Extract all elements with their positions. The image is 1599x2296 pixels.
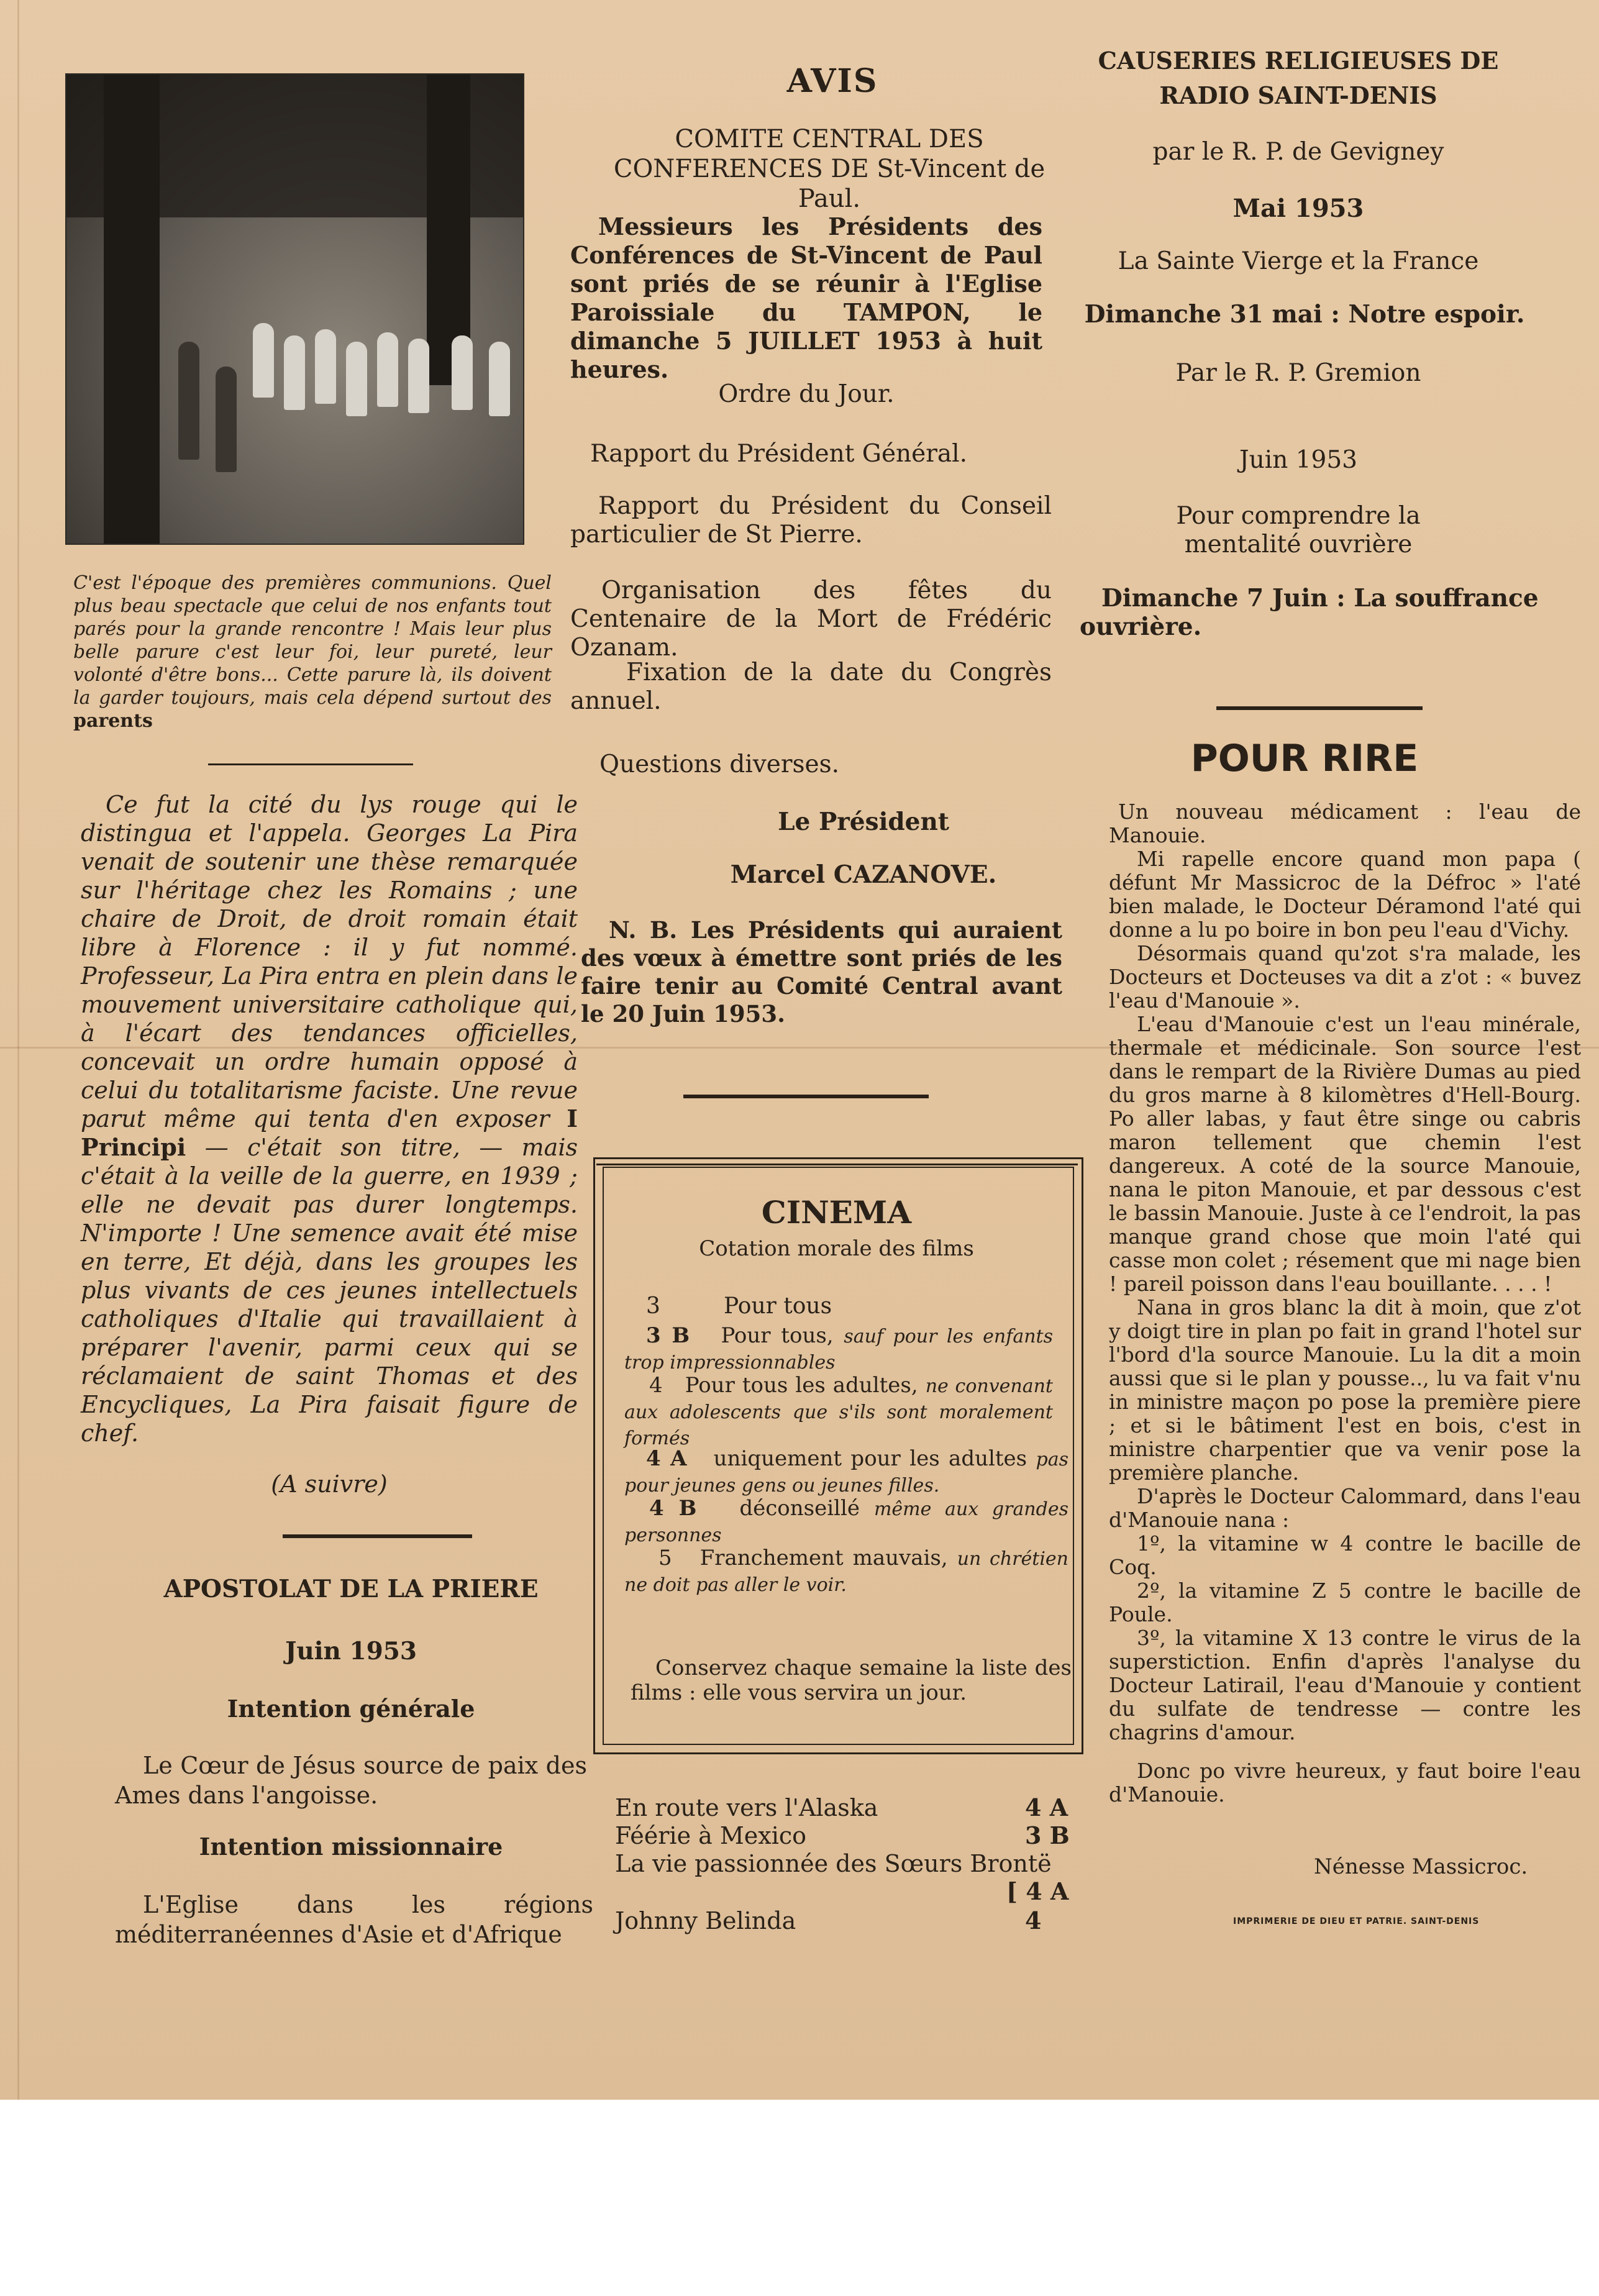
rating-code: 4 B: [649, 1496, 697, 1521]
avis-subtitle: COMITE CENTRAL DES CONFERENCES DE St-Vincent de Paul.: [613, 125, 1046, 213]
intention-missionnaire-title: Intention missionnaire: [199, 1833, 503, 1861]
rating-note: même aux grandes personnes: [624, 1498, 1068, 1546]
caption-text: C'est l'époque des premières communions. Quel plus beau spectacle que celui de nos enfants tout parés pour la grande rencontre ! Mais leur plus belle parure c'est leur foi, leur pureté, leur volonté d'être bons... Cette parure là, ils doivent la garder toujours, mais cela dépend surtout des: [73, 572, 552, 709]
article-paragraph: D'après le Docteur Calommard, dans l'eau d'Manouie nana :: [1109, 1484, 1581, 1532]
photo-caption: [73, 572, 552, 732]
article-paragraph: L'eau d'Manouie c'est un l'eau minérale, thermale et médicinale. Son source l'est dans le rempart de la Rivière Dumas au pied du gros marne à 8 kilomètres d'Hell-Bourg. Po aller labas, y faut être singe ou cabris maron tellement que chemin l'est dangereux. A coté de la source Manouie, nana le piton Manouie, et par dessous c'est le bassin Manouie. Juste à ce l'endroit, la pas manque grand chose que moin l'até qui casse mon colet ; résement que mi nage bien ! pareil poisson dans l'eau bouillante. . . . !: [1109, 1012, 1581, 1296]
rating-note: sauf pour les enfants trop impressionnables: [624, 1326, 1053, 1374]
film-rating: 4 A: [1025, 1793, 1068, 1821]
child-figure: [315, 329, 336, 404]
article-paragraph: 2º, la vitamine Z 5 contre le bacille de Poule.: [1109, 1578, 1581, 1626]
film-title: La vie passionnée des Sœurs Brontë: [615, 1850, 1052, 1877]
rating-code: 4: [649, 1373, 663, 1398]
article-paragraph: Donc po vivre heureux, y faut boire l'eau d'Manouie.: [1109, 1759, 1581, 1806]
apostolat-month: Juin 1953: [285, 1637, 417, 1665]
fold-line: [17, 0, 19, 2100]
imprint: IMPRIMERIE DE DIEU ET PATRIE. SAINT-DENIS: [1233, 1916, 1480, 1926]
rating-note: un chrétien ne doit pas aller le voir.: [624, 1548, 1069, 1596]
communion-photo: [65, 73, 524, 545]
film-title: Féérie à Mexico: [615, 1822, 807, 1849]
child-figure: [377, 332, 398, 407]
causeries-date: Dimanche 31 mai : Notre espoir.: [1084, 300, 1525, 329]
child-figure: [253, 323, 274, 398]
divider: [283, 1534, 472, 1538]
intention-missionnaire-text: L'Eglise dans les régions méditerranéennes d'Asie et d'Afrique: [115, 1891, 593, 1948]
intention-generale-title: Intention générale: [227, 1695, 475, 1723]
rating-row: [624, 1546, 1068, 1598]
rating-code: 3: [646, 1293, 660, 1319]
adult-figure: [178, 342, 199, 460]
child-figure: [452, 335, 473, 410]
avis-signature-name: Marcel CAZANOVE.: [730, 860, 997, 889]
film-rating: 4: [1025, 1906, 1042, 1934]
rating-note: pas pour jeunes gens ou jeunes filles.: [624, 1449, 1068, 1496]
a-suivre: (A suivre): [271, 1470, 388, 1498]
rating-label: uniquement pour les adultes: [713, 1446, 1027, 1471]
rating-code: 5: [658, 1546, 672, 1570]
article-text: — c'était son titre, — mais c'était à la veille de la guerre, en 1939 ; elle ne devait pas durer longtemps. N'importe ! Une semence avait été mise en terre, Et déjà, dans les groupes les plus vivants de ces jeunes intellectuels catholiques d'Italie qui travaillaient à préparer l'avenir, parmi ceux qui se réclamaient de saint Thomas et des Encycliques, La Pira faisait figure de chef.: [81, 1134, 578, 1447]
rating-label: Pour tous,: [721, 1323, 834, 1348]
avis-signature-title: Le Président: [778, 808, 949, 836]
article-paragraph: 1º, la vitamine w 4 contre le bacille de Coq.: [1109, 1531, 1581, 1579]
avis-item: Rapport du Président du Conseil particulier de St Pierre.: [570, 492, 1052, 549]
cinema-subtitle: Cotation morale des films: [699, 1236, 974, 1261]
avis-nb: N. B. Les Présidents qui auraient des vœux à émettre sont priés de les faire tenir au Comité Central avant le 20 Juin 1953.: [581, 916, 1062, 1027]
child-figure: [284, 335, 305, 410]
pour-rire-article: [1109, 800, 1581, 1806]
divider: [1216, 706, 1423, 710]
causeries-by: par le R. P. de Gevigney: [1152, 138, 1444, 166]
cinema-footer: Conservez chaque semaine la liste des films : elle vous servira un jour.: [631, 1656, 1072, 1705]
causeries-month: Mai 1953: [1232, 194, 1364, 223]
article-paragraph: Nana in gros blanc la dit à moin, que z'ot y doigt tire in plan po fait in grand l'hotel sur l'bord d'la source Manouie. Lu la dit a moin aussi que si le plan y pousse.., lu va fait v'nu in ministre maçon po pose la première piere ; et si le bâtiment l'est en bois, c'est in ministre charpentier que va venir pose la première planche.: [1109, 1295, 1581, 1485]
intention-generale-text: Le Cœur de Jésus source de paix des Ames dans l'angoisse.: [115, 1752, 587, 1809]
causeries-by: Par le R. P. Gremion: [1175, 359, 1421, 387]
avis-item: Questions diverses.: [599, 750, 840, 778]
rating-note: ne convenant aux adolescents que s'ils sont moralement formés: [624, 1375, 1053, 1449]
child-figure: [346, 342, 367, 416]
avis-item: Fixation de la date du Congrès annuel.: [570, 658, 1052, 715]
rating-row: [624, 1373, 1053, 1451]
pour-rire-signature: Nénesse Massicroc.: [1314, 1854, 1528, 1879]
avis-item: Rapport du Président Général.: [590, 440, 967, 468]
rating-row: [624, 1496, 1068, 1548]
avis-ordre: Ordre du Jour.: [718, 380, 895, 408]
film-rating: 3 B: [1025, 1821, 1070, 1849]
avis-item: Organisation des fêtes du Centenaire de la Mort de Frédéric Ozanam.: [570, 576, 1052, 662]
child-figure: [408, 339, 429, 413]
film-rating: [ 4 A: [1006, 1877, 1069, 1905]
rating-label: Franchement mauvais,: [699, 1546, 948, 1570]
divider: [683, 1095, 929, 1098]
article-bold: I Principi: [81, 1105, 578, 1161]
avis-intro: Messieurs les Présidents des Conférences de St-Vincent de Paul sont priés de se réunir à l'Eglise Paroissiale du TAMPON, le dimanche 5 JUILLET 1953 à huit heures.: [570, 212, 1042, 383]
article-paragraph: 3º, la vitamine X 13 contre le virus de la superstiction. Enfin d'après l'analyse du Docteur Latirail, l'eau d'Manouie y contient du sulfate de tendresse — contre les chagrins d'amour.: [1109, 1626, 1581, 1744]
causeries-date: Dimanche 7 Juin : La souffrance ouvrière.: [1080, 584, 1539, 641]
rating-label: Pour tous: [724, 1293, 832, 1319]
film-title: En route vers l'Alaska: [615, 1794, 878, 1821]
pour-rire-title: POUR RIRE: [1190, 737, 1419, 780]
divider: [208, 763, 413, 765]
avis-title: AVIS: [786, 62, 878, 100]
causeries-theme: La Sainte Vierge et la France: [1118, 247, 1479, 275]
article-paragraph: Désormais quand qu'zot s'ra malade, les Docteurs et Docteuses va dit a z'ot : « buvez l'eau d'Manouie ».: [1109, 941, 1581, 1013]
apostolat-title: APOSTOLAT DE LA PRIERE: [163, 1575, 539, 1603]
rating-row: [624, 1323, 1053, 1375]
rating-label: Pour tous les adultes,: [685, 1373, 918, 1398]
article-text: Ce fut la cité du lys rouge qui le distingua et l'appela. Georges La Pira venait de soutenir une thèse remarquée sur l'héritage chez les Romains ; une chaire de Droit, de droit romain était libre à Florence : il y fut nommé. Professeur, La Pira entra en plein dans le mouvement universitaire catholique qui, à l'écart des tendances officielles, concevait un ordre humain opposé à celui du totalitarisme faciste. Une revue parut même qui tenta d'en exposer: [81, 791, 578, 1132]
film-title: Johnny Belinda: [615, 1907, 796, 1934]
la-pira-article: [81, 790, 578, 1447]
causeries-theme: Pour comprendre la mentalité ouvrière: [1176, 502, 1421, 558]
child-figure: [489, 342, 510, 416]
causeries-title: CAUSERIES RELIGIEUSES DE RADIO SAINT-DENIS: [1098, 47, 1499, 109]
rating-row: [624, 1446, 1068, 1498]
rating-code: 3 B: [646, 1323, 690, 1348]
rating-label: déconseillé: [739, 1496, 860, 1521]
cinema-title: CINEMA: [761, 1194, 912, 1231]
adult-figure: [216, 367, 237, 472]
rating-code: 4 A: [646, 1446, 687, 1471]
article-paragraph: Un nouveau médicament : l'eau de Manouie.: [1109, 800, 1581, 847]
article-paragraph: Mi rapelle encore quand mon papa ( défunt Mr Massicroc de la Défroc » l'até bien malade, le Docteur Déramond l'até qui donne a lu po boire in bon peu l'eau d'Vichy.: [1109, 847, 1581, 942]
causeries-month: Juin 1953: [1239, 446, 1357, 474]
caption-bold: parents: [73, 710, 153, 732]
